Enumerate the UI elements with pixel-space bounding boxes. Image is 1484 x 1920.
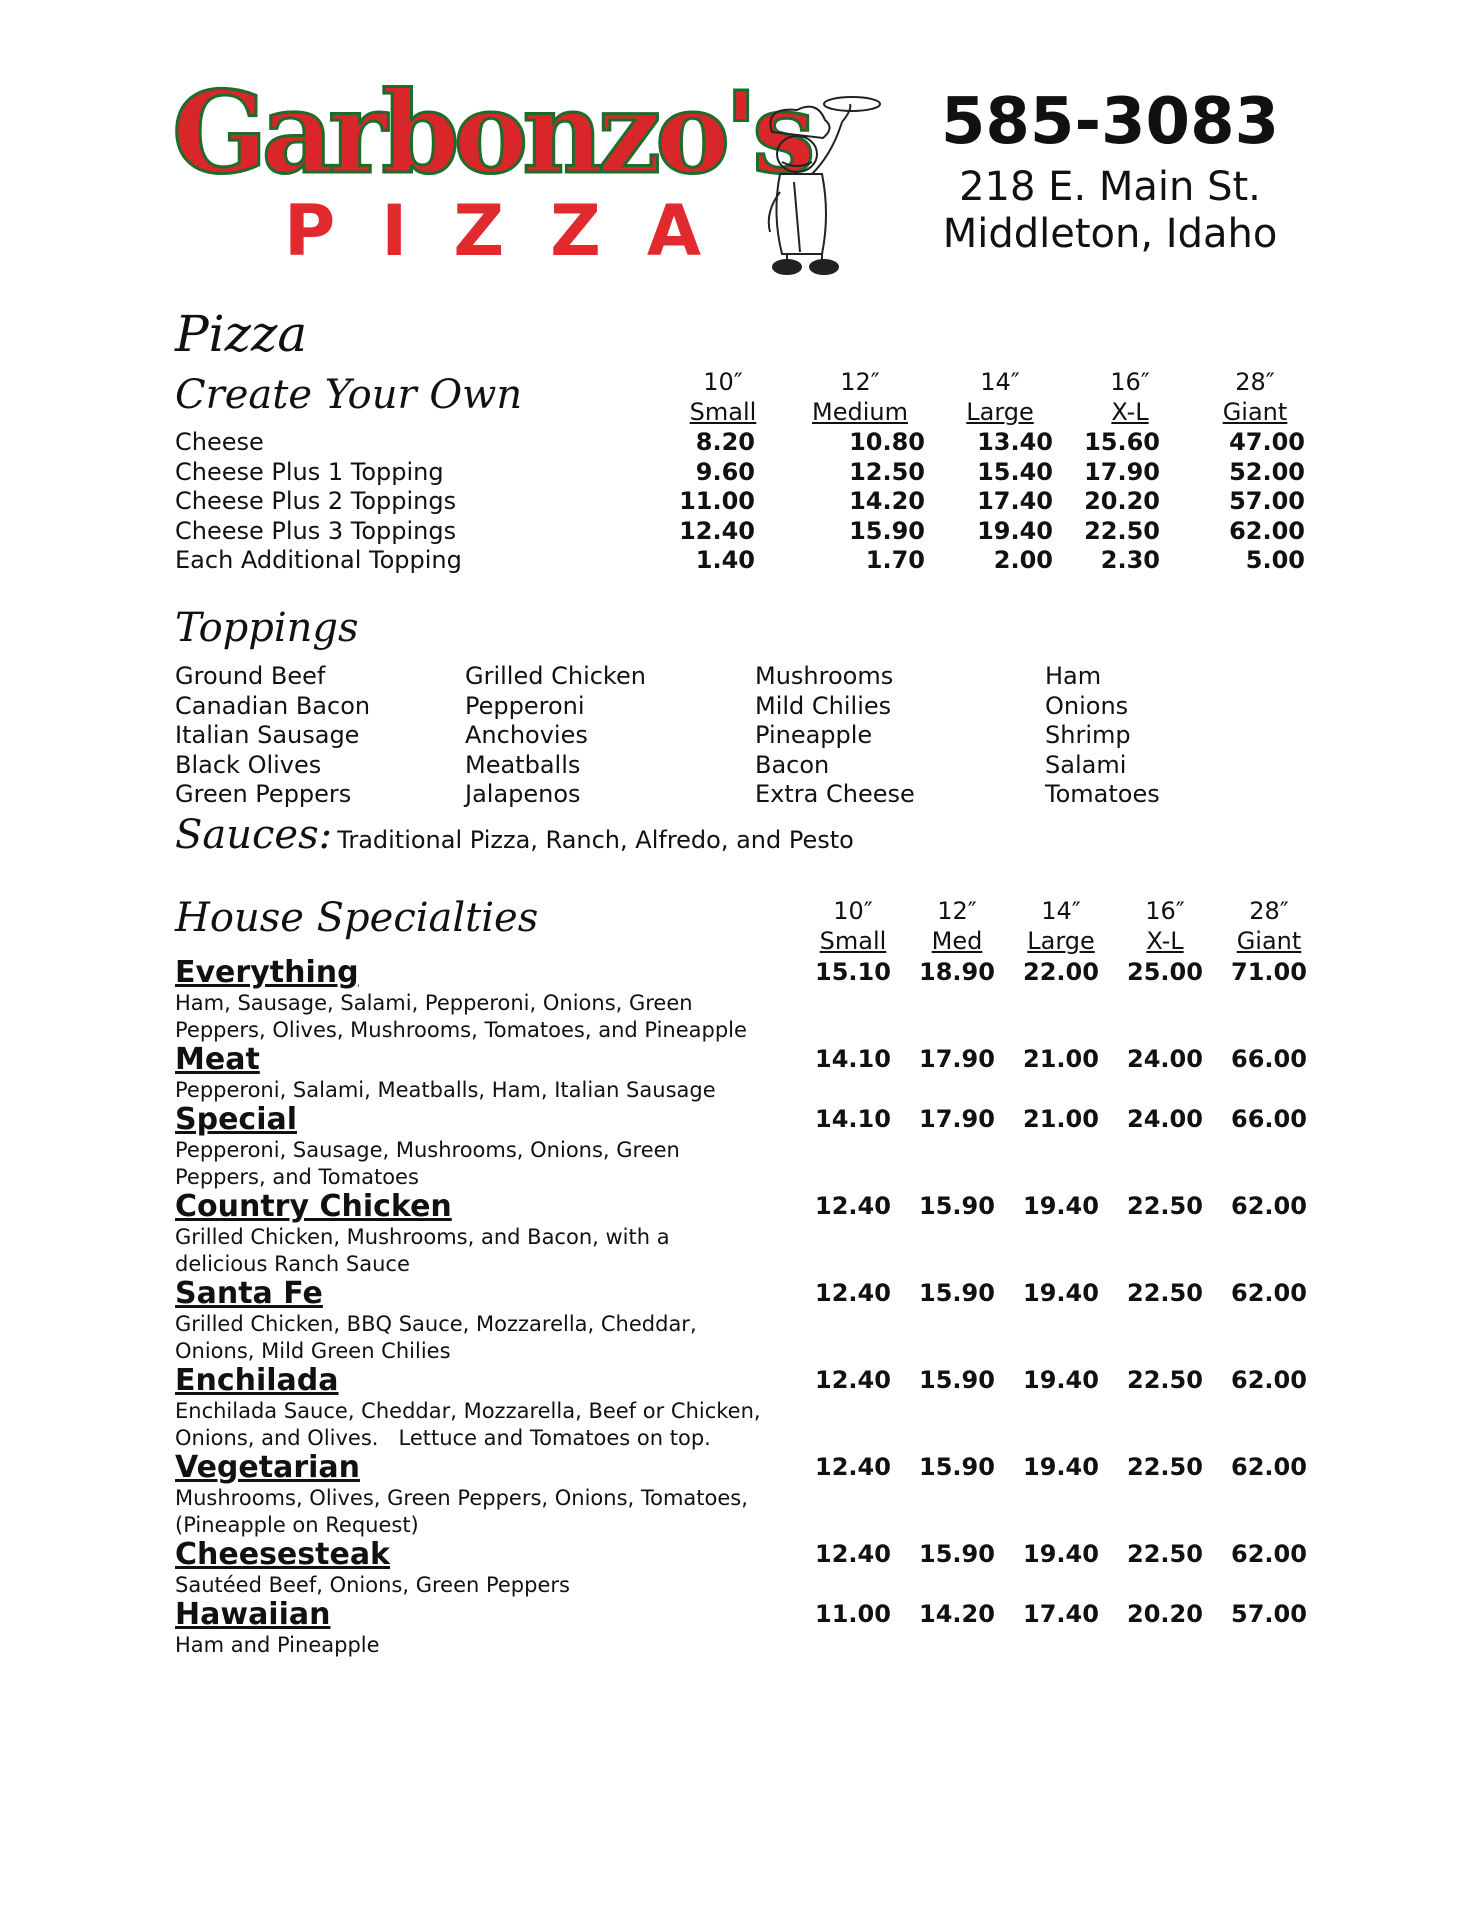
cyo-price: 52.00 [1229, 457, 1305, 486]
cyo-price: 8.20 [695, 428, 755, 456]
specialty-price: 18.90 [919, 958, 995, 986]
specialty-name: Country Chicken [175, 1189, 452, 1224]
description-line: Pepperoni, Sausage, Mushrooms, Onions, Green [175, 1138, 680, 1162]
cyo-row [175, 458, 1315, 487]
cyo-price: 20.20 [1084, 487, 1160, 515]
specialty-price: 15.90 [919, 1540, 995, 1568]
cyo-size-medium: 12″ Medium [812, 368, 908, 426]
specialty-price: 20.20 [1127, 1600, 1203, 1628]
specialty-price: 66.00 [1231, 1045, 1307, 1073]
specialty-price: 62.00 [1231, 1366, 1307, 1394]
topping-item: Pineapple [755, 721, 873, 749]
specialty-price: 21.00 [1023, 1105, 1099, 1133]
specialty-price: 22.50 [1127, 1366, 1203, 1394]
specialty-price: 62.00 [1231, 1540, 1307, 1568]
hs-size-small: 10″ Small [819, 897, 887, 955]
hs-size-med: 12″ Med [931, 897, 983, 955]
specialty-price: 17.90 [919, 1045, 995, 1073]
specialty-price: 12.40 [815, 1540, 891, 1568]
description-line: Mushrooms, Olives, Green Peppers, Onions, Tomatoes, [175, 1486, 748, 1510]
specialty-price: 24.00 [1127, 1105, 1203, 1133]
cyo-size-small: 10″ Small [689, 368, 757, 426]
description-line: Grilled Chicken, BBQ Sauce, Mozzarella, Cheddar, [175, 1312, 697, 1336]
specialty-price: 21.00 [1023, 1045, 1099, 1073]
specialty-price: 15.90 [919, 1192, 995, 1220]
topping-item: Ground Beef [175, 662, 326, 690]
specialty-price: 14.10 [815, 1105, 891, 1133]
cyo-price: 22.50 [1084, 516, 1160, 545]
pizza-heading: Pizza [175, 305, 308, 363]
logo-subtitle: PIZZA [284, 190, 748, 272]
description-line: delicious Ranch Sauce [175, 1252, 410, 1276]
specialty-price: 14.10 [815, 1045, 891, 1073]
topping-item: Onions [1045, 691, 1129, 720]
cyo-row-label: Cheese Plus 1 Topping [175, 457, 444, 486]
description-line: Ham and Pineapple [175, 1633, 380, 1657]
cyo-price: 10.80 [849, 428, 925, 456]
cyo-row-label: Cheese Plus 3 Toppings [175, 516, 457, 545]
toppings-column [465, 662, 646, 810]
cyo-price: 15.60 [1084, 428, 1160, 456]
description-line: Enchilada Sauce, Cheddar, Mozzarella, Beef or Chicken, [175, 1399, 761, 1423]
address-city: Middleton, Idaho [942, 211, 1278, 257]
specialty-price: 15.90 [919, 1453, 995, 1481]
specialty-price: 22.50 [1127, 1453, 1203, 1481]
specialty-price: 66.00 [1231, 1105, 1307, 1133]
cyo-price: 2.30 [1100, 546, 1160, 574]
cyo-price: 62.00 [1229, 516, 1305, 545]
cyo-size-giant: 28″ Giant [1222, 368, 1288, 426]
topping-item: Meatballs [465, 750, 581, 779]
cyo-size-xl: 16″ X-L [1110, 368, 1150, 426]
cyo-row [175, 487, 1315, 516]
cyo-row [175, 546, 1315, 575]
specialty-price: 19.40 [1023, 1540, 1099, 1568]
toppings-list [175, 662, 1275, 812]
cyo-size-large: 14″ Large [966, 368, 1034, 426]
specialty-price: 19.40 [1023, 1192, 1099, 1220]
specialty-price: 12.40 [815, 1453, 891, 1481]
description-line: Onions, and Olives. Lettuce and Tomatoes on top. [175, 1426, 711, 1450]
toppings-column [755, 662, 915, 810]
cyo-row [175, 517, 1315, 546]
cyo-price: 47.00 [1229, 428, 1305, 456]
specialty-price: 62.00 [1231, 1279, 1307, 1307]
specialty-price: 19.40 [1023, 1366, 1099, 1394]
specialty-description [175, 1632, 795, 1659]
cyo-row-label: Each Additional Topping [175, 546, 462, 574]
topping-item: Mushrooms [755, 662, 894, 690]
hs-size-xl: 16″ X-L [1145, 897, 1185, 955]
create-your-own-heading: Create Your Own [175, 372, 523, 418]
specialty-name: Cheesesteak [175, 1537, 391, 1572]
topping-item: Black Olives [175, 750, 322, 779]
cyo-price: 17.40 [977, 487, 1053, 515]
specialty-price: 22.00 [1023, 958, 1099, 986]
topping-item: Shrimp [1045, 721, 1131, 749]
description-line: Grilled Chicken, Mushrooms, and Bacon, with a [175, 1225, 670, 1249]
specialty-price: 15.90 [919, 1279, 995, 1307]
specialty-name: Special [175, 1102, 298, 1137]
description-line: (Pineapple on Request) [175, 1513, 419, 1537]
specialty-description [175, 1398, 795, 1452]
topping-item: Tomatoes [1045, 780, 1160, 808]
specialty-name: Meat [175, 1042, 260, 1077]
specialty-price: 15.90 [919, 1366, 995, 1394]
specialty-description [175, 1077, 795, 1104]
topping-item: Mild Chilies [755, 691, 892, 720]
description-line: Peppers, Olives, Mushrooms, Tomatoes, and Pineapple [175, 1018, 747, 1042]
topping-item: Green Peppers [175, 780, 352, 808]
cyo-price: 57.00 [1229, 487, 1305, 515]
sauces-text: Traditional Pizza, Ranch, Alfredo, and Pesto [337, 826, 854, 854]
cyo-row-label: Cheese [175, 428, 264, 456]
hs-size-giant: 28″ Giant [1236, 897, 1302, 955]
topping-item: Grilled Chicken [465, 662, 646, 690]
description-line: Ham, Sausage, Salami, Pepperoni, Onions, Green [175, 991, 693, 1015]
cyo-price: 15.40 [977, 457, 1053, 486]
phone-number: 585-3083 [940, 85, 1280, 159]
house-specialties-heading: House Specialties [175, 895, 539, 941]
cyo-row [175, 428, 1315, 457]
topping-item: Canadian Bacon [175, 691, 371, 720]
specialty-price: 22.50 [1127, 1540, 1203, 1568]
specialty-price: 22.50 [1127, 1192, 1203, 1220]
sauces-label: Sauces: [175, 812, 333, 858]
specialty-name: Hawaiian [175, 1597, 331, 1632]
specialty-price: 19.40 [1023, 1453, 1099, 1481]
cyo-price: 1.70 [865, 546, 925, 574]
specialty-price: 62.00 [1231, 1453, 1307, 1481]
specialty-price: 24.00 [1127, 1045, 1203, 1073]
specialty-price: 17.90 [919, 1105, 995, 1133]
cyo-price: 12.40 [679, 516, 755, 545]
specialty-name: Vegetarian [175, 1450, 361, 1485]
topping-item: Extra Cheese [755, 780, 915, 808]
specialty-description [175, 990, 795, 1044]
description-line: Sautéed Beef, Onions, Green Peppers [175, 1573, 570, 1597]
topping-item: Bacon [755, 750, 830, 779]
specialty-description [175, 1311, 795, 1365]
cyo-price: 12.50 [849, 457, 925, 486]
description-line: Onions, Mild Green Chilies [175, 1339, 451, 1363]
specialty-price: 25.00 [1127, 958, 1203, 986]
specialty-price: 22.50 [1127, 1279, 1203, 1307]
topping-item: Italian Sausage [175, 721, 360, 749]
toppings-heading: Toppings [175, 605, 359, 651]
topping-item: Anchovies [465, 721, 588, 749]
specialty-price: 17.40 [1023, 1600, 1099, 1628]
specialty-description [175, 1485, 795, 1539]
specialty-name: Enchilada [175, 1363, 339, 1398]
cyo-price: 17.90 [1084, 457, 1160, 486]
specialty-price: 57.00 [1231, 1600, 1307, 1628]
cyo-price: 2.00 [993, 546, 1053, 574]
specialty-price: 15.10 [815, 958, 891, 986]
topping-item: Jalapenos [465, 780, 581, 808]
topping-item: Salami [1045, 750, 1127, 779]
specialty-price: 12.40 [815, 1279, 891, 1307]
toppings-column [1045, 662, 1160, 810]
cyo-price: 13.40 [977, 428, 1053, 456]
specialty-price: 19.40 [1023, 1279, 1099, 1307]
toppings-column [175, 662, 370, 810]
specialty-name: Everything [175, 955, 359, 990]
specialty-price: 11.00 [815, 1600, 891, 1628]
specialty-price: 12.40 [815, 1192, 891, 1220]
specialty-name: Santa Fe [175, 1276, 323, 1311]
specialty-description [175, 1572, 795, 1599]
specialty-description [175, 1224, 795, 1278]
description-line: Peppers, and Tomatoes [175, 1165, 419, 1189]
chef-illustration [742, 92, 892, 284]
cyo-price: 9.60 [695, 457, 755, 486]
cyo-price: 1.40 [695, 546, 755, 574]
cyo-row-label: Cheese Plus 2 Toppings [175, 487, 457, 515]
cyo-price: 14.20 [849, 487, 925, 515]
specialty-price: 14.20 [919, 1600, 995, 1628]
address-street: 218 E. Main St. [959, 164, 1261, 210]
cyo-price: 5.00 [1245, 546, 1305, 574]
cyo-price: 19.40 [977, 516, 1053, 545]
cyo-price: 11.00 [679, 487, 755, 515]
topping-item: Pepperoni [465, 691, 585, 720]
topping-item: Ham [1045, 662, 1102, 690]
logo-wordmark: Garbonzo's [172, 68, 810, 199]
hs-size-large: 14″ Large [1027, 897, 1095, 955]
cyo-price: 15.90 [849, 516, 925, 545]
specialty-description [175, 1137, 795, 1191]
sauces-line [175, 812, 854, 858]
specialty-price: 12.40 [815, 1366, 891, 1394]
specialty-price: 62.00 [1231, 1192, 1307, 1220]
description-line: Pepperoni, Salami, Meatballs, Ham, Italian Sausage [175, 1078, 716, 1102]
specialty-price: 71.00 [1231, 958, 1307, 986]
